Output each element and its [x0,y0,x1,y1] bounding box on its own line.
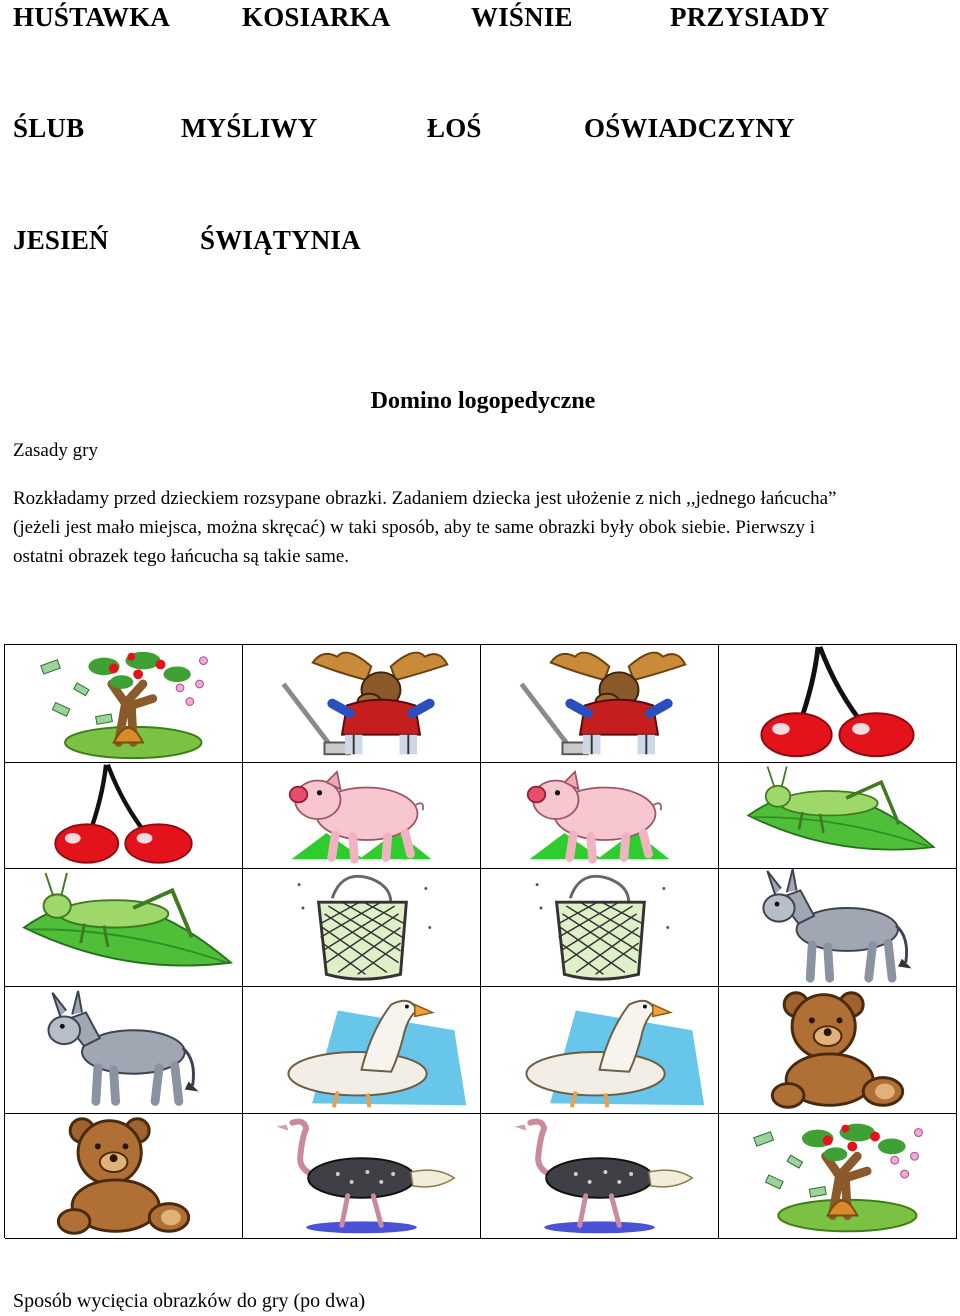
grid-cell [481,645,719,762]
grasshopper-icon [5,869,242,986]
basket-icon [481,869,718,986]
money-tree-icon [719,1114,956,1238]
grid-cell [243,869,481,986]
page-title: Domino logopedyczne [370,388,596,414]
grid-cell [5,645,243,762]
money-tree-icon [5,645,242,762]
goose-icon [243,987,480,1113]
word-kosiarka: KOSIARKA [242,2,391,32]
word-oswiadczyny: OŚWIADCZYNY [584,113,795,143]
domino-grid [4,644,957,1238]
word-hustawka: HUŚTAWKA [13,2,171,32]
word-przysiady: PRZYSIADY [670,2,830,32]
word-los: ŁOŚ [427,113,482,143]
grasshopper-icon [719,763,956,868]
moose-icon [481,645,718,762]
grid-cell [243,987,481,1113]
ostrich-icon [481,1114,718,1238]
rules-heading: Zasady gry [13,440,98,461]
donkey-icon [5,987,242,1113]
rules-line: Rozkładamy przed dzieckiem rozsypane obrazki. Zadaniem dziecka jest ułożenie z nich ,,jednego łańcucha” [13,488,837,509]
teddy-bear-icon [719,987,956,1113]
grid-cell [5,869,243,986]
grid-row [5,869,957,987]
grid-cell [481,869,719,986]
grid-cell [719,987,957,1113]
grid-row [5,645,957,763]
cherries-icon [719,645,956,762]
grid-row [5,987,957,1114]
grid-row [5,763,957,869]
ostrich-icon [243,1114,480,1238]
grid-cell [719,1114,957,1238]
word-jesien: JESIEŃ [13,225,109,255]
grid-cell [481,987,719,1113]
footer-caption: Sposób wycięcia obrazków do gry (po dwa) [13,1290,366,1312]
donkey-icon [719,869,956,986]
grid-cell [719,869,957,986]
word-mysliwy: MYŚLIWY [181,113,318,143]
grid-cell [5,987,243,1113]
grid-cell [481,1114,719,1238]
basket-icon [243,869,480,986]
grid-cell [719,763,957,868]
grid-row [5,1114,957,1239]
pig-icon [481,763,718,868]
rules-paragraph [13,484,958,571]
rules-line: (jeżeli jest mało miejsca, można skręcać) w taki sposób, aby te same obrazki były obok siebie. Pierwszy i [13,517,815,538]
cherries-icon [5,763,242,868]
grid-cell [243,645,481,762]
grid-cell [5,763,243,868]
teddy-bear-icon [5,1114,242,1238]
grid-cell [719,645,957,762]
grid-cell [481,763,719,868]
pig-icon [243,763,480,868]
goose-icon [481,987,718,1113]
grid-cell [243,1114,481,1238]
moose-icon [243,645,480,762]
rules-line: ostatni obrazek tego łańcucha są takie same. [13,546,350,567]
word-swiatynia: ŚWIĄTYNIA [200,225,361,255]
word-wisnie: WIŚNIE [471,2,573,32]
grid-cell [5,1114,243,1238]
word-slub: ŚLUB [13,113,85,143]
grid-cell [243,763,481,868]
